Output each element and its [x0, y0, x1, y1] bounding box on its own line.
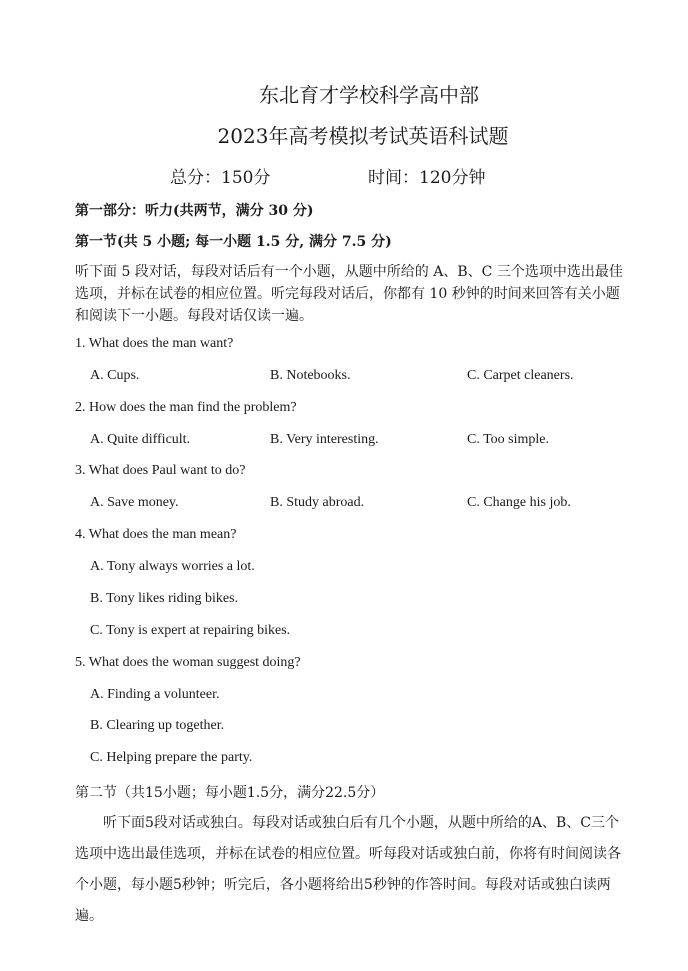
question-1: 1. What does the man want? — [75, 336, 234, 351]
question-5-option-b: B. Clearing up together. — [90, 718, 225, 733]
question-4-option-c: C. Tony is expert at repairing bikes. — [90, 623, 291, 638]
question-3-option-a: A. Save money. — [90, 495, 179, 510]
question-3-option-c: C. Change his job. — [467, 495, 571, 510]
question-3-option-b: B. Study abroad. — [270, 495, 365, 510]
question-2-option-b: B. Very interesting. — [270, 432, 379, 447]
school-title: 东北育才学校科学高中部 — [259, 83, 479, 107]
total-score: 总分：150分 — [170, 168, 271, 188]
question-4-option-a: A. Tony always worries a lot. — [90, 559, 255, 574]
question-4-option-b: B. Tony likes riding bikes. — [90, 591, 239, 606]
section2-heading: 第二节（共15小题；每小题1.5分，满分22.5分） — [75, 785, 385, 801]
question-1-option-c: C. Carpet cleaners. — [467, 368, 574, 383]
section1-instructions: 听下面 5 段对话，每段对话后有一个小题，从题中所给的 A、B、C 三个选项中选出最佳选项，并标在试卷的相应位置。听完每段对话后，你都有 10 秒钟的时间来回答有关小题和阅读下一小题。每段对话仅读一遍。 — [75, 264, 623, 324]
question-1-option-a: A. Cups. — [90, 368, 140, 383]
question-5: 5. What does the woman suggest doing? — [75, 655, 301, 670]
part1-heading: 第一部分：听力(共两节，满分 30 分) — [75, 203, 314, 219]
question-2: 2. How does the man find the problem? — [75, 400, 297, 415]
question-5-option-a: A. Finding a volunteer. — [90, 687, 220, 702]
section2-instructions: 听下面5段对话或独白。每段对话或独白后有几个小题，从题中所给的A、B、C三个选项中选出最佳选项，并标在试卷的相应位置。听每段对话或独白前，你将有时间阅读各个小题，每小题5秒钟；听完后，各小题将给出5秒钟的作答时间。每段对话或独白读两遍。 — [75, 815, 621, 924]
exam-time: 时间：120分钟 — [368, 168, 486, 188]
question-5-option-c: C. Helping prepare the party. — [90, 750, 253, 765]
question-4: 4. What does the man mean? — [75, 527, 237, 542]
exam-title: 2023年高考模拟考试英语科试题 — [217, 124, 509, 148]
question-3: 3. What does Paul want to do? — [75, 463, 246, 478]
question-2-option-a: A. Quite difficult. — [90, 432, 191, 447]
section1-heading: 第一节(共 5 小题; 每一小题 1.5 分, 满分 7.5 分) — [75, 234, 392, 250]
question-2-option-c: C. Too simple. — [467, 432, 549, 447]
question-1-option-b: B. Notebooks. — [270, 368, 351, 383]
